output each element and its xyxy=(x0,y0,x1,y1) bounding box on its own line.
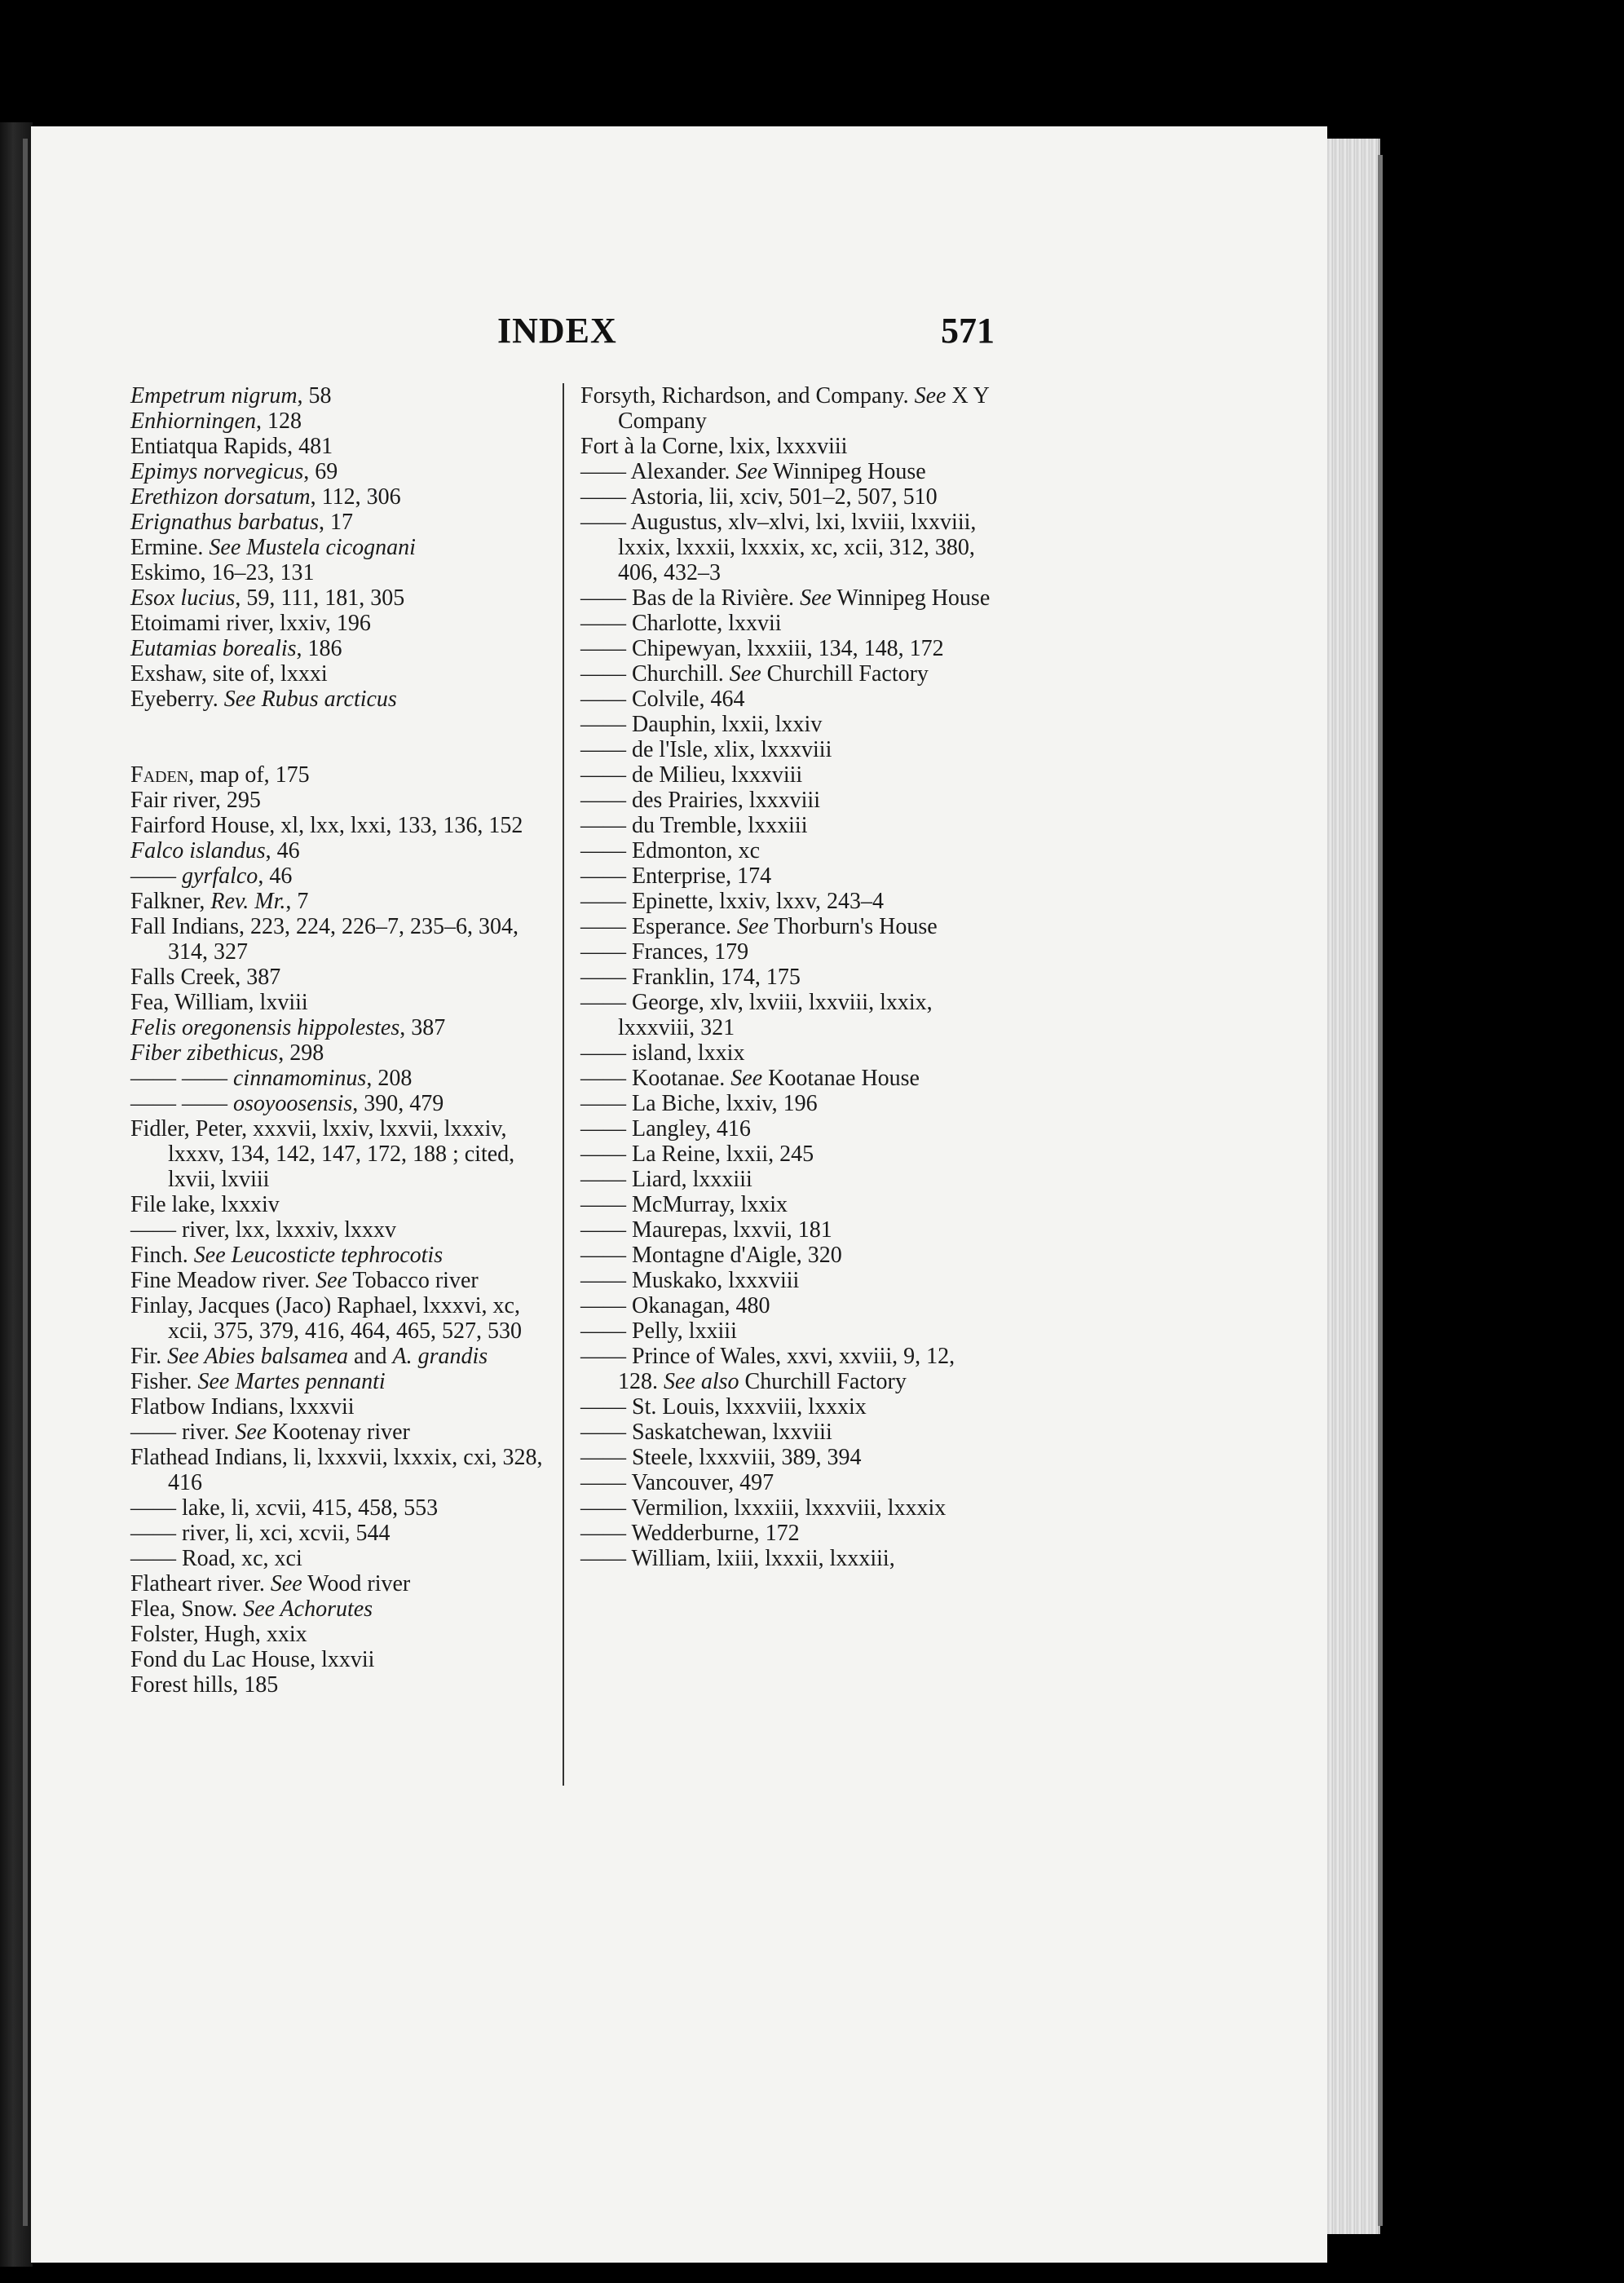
index-entry-text: See xyxy=(729,661,761,687)
index-entry-text: See xyxy=(914,383,947,408)
index-entry xyxy=(130,1369,554,1394)
index-entry-text: —— Road, xc, xci xyxy=(130,1546,302,1571)
index-entry xyxy=(130,408,554,434)
index-entry xyxy=(580,712,996,737)
index-entry-text: Fair river, 295 xyxy=(130,788,261,813)
index-entry xyxy=(580,889,996,914)
index-entry-text: See xyxy=(735,459,768,484)
index-entry-text: —— de l'Isle, xlix, lxxxviii xyxy=(580,737,832,762)
index-entry-text: and xyxy=(348,1344,393,1369)
index-entry-text: —— du Tremble, lxxxiii xyxy=(580,813,808,838)
index-entry xyxy=(580,1318,996,1344)
index-entry-text: Fairford House, xl, lxx, lxxi, 133, 136, 152 xyxy=(130,813,523,838)
index-entry-text: —— Liard, lxxxiii xyxy=(580,1167,752,1192)
index-entry xyxy=(130,484,554,510)
index-entry xyxy=(130,1394,554,1420)
index-entry xyxy=(130,1015,554,1040)
index-entry-text: —— Kootanae. xyxy=(580,1066,731,1091)
index-entry xyxy=(130,1596,554,1622)
index-entry xyxy=(580,813,996,838)
index-entry-text: —— Alexander. xyxy=(580,459,736,484)
index-entry xyxy=(130,1571,554,1596)
index-entry-text: , 387 xyxy=(399,1015,446,1040)
index-entry xyxy=(130,1420,554,1445)
index-entry-text: , 186 xyxy=(296,636,342,661)
index-entry-text: See xyxy=(800,585,832,611)
index-entry-text: —— Augustus, xlv–xlvi, lxi, lxviii, lxxviii, lxxix, lxxxii, lxxxix, xc, xcii, 312, 380, 406, 432–3 xyxy=(580,510,977,585)
index-entry xyxy=(580,788,996,813)
book-spine xyxy=(23,139,28,2226)
index-entry-text: See also xyxy=(664,1369,739,1394)
index-entry-text: Flatheart river. xyxy=(130,1571,271,1596)
index-entry-text: —— George, xlv, lxviii, lxxviii, lxxix, lxxxviii, 321 xyxy=(580,990,933,1040)
index-entry xyxy=(130,661,554,687)
index-entry-text: Wood river xyxy=(302,1571,411,1596)
index-entry-text: See xyxy=(270,1571,302,1596)
index-entry-text: Etoimami river, lxxiv, 196 xyxy=(130,611,371,636)
index-entry-text: , 46 xyxy=(265,838,300,863)
index-entry-text: cinnamominus xyxy=(233,1066,367,1091)
index-entry-text: Empetrum nigrum xyxy=(130,383,298,408)
index-entry xyxy=(580,1142,996,1167)
index-entry xyxy=(130,1116,554,1192)
index-entry-text: —— island, lxxix xyxy=(580,1040,745,1066)
index-entry xyxy=(130,863,554,889)
index-entry-text: Finch. xyxy=(130,1243,194,1268)
index-entry-text: Fisher. xyxy=(130,1369,198,1394)
index-entry-text: See Leucosticte tephrocotis xyxy=(193,1243,444,1268)
page-edge-shadow xyxy=(1378,155,1383,2226)
index-entry-text: , 128 xyxy=(256,408,302,434)
index-entry-text: gyrfalco xyxy=(182,863,258,889)
index-entry-text: Finlay, Jacques (Jaco) Raphael, lxxxvi, xc, xcii, 375, 379, 416, 464, 465, 527, 530 xyxy=(130,1293,522,1344)
index-entry-text: Fiber zibethicus xyxy=(130,1040,279,1066)
index-entry-text: , 46 xyxy=(258,863,293,889)
index-entry-text: File lake, lxxxiv xyxy=(130,1192,280,1217)
index-entry xyxy=(130,1293,554,1344)
index-entry xyxy=(580,636,996,661)
index-entry-text: —— La Biche, lxxiv, 196 xyxy=(580,1091,818,1116)
index-entry xyxy=(130,1521,554,1546)
index-entry xyxy=(580,1091,996,1116)
index-entry-text: —— Frances, 179 xyxy=(580,939,749,965)
index-entry-text: Fidler, Peter, xxxvii, lxxiv, lxxvii, lxxxiv, lxxxv, 134, 142, 147, 172, 188 ; cited, lxvii, lxviii xyxy=(130,1116,515,1192)
index-entry-text: Winnipeg House xyxy=(767,459,926,484)
index-entry xyxy=(580,1445,996,1470)
index-entry xyxy=(130,914,554,965)
index-entry xyxy=(580,661,996,687)
index-entry-text: Exshaw, site of, lxxxi xyxy=(130,661,328,687)
index-entry-text: Fine Meadow river. xyxy=(130,1268,316,1293)
index-entry-text: Flathead Indians, li, lxxxvii, lxxxix, cxi, 328, 416 xyxy=(130,1445,543,1495)
index-entry xyxy=(580,459,996,484)
index-entry-text: Folster, Hugh, xxix xyxy=(130,1622,307,1647)
index-entry xyxy=(130,1344,554,1369)
index-entry-text: Fond du Lac House, lxxvii xyxy=(130,1647,375,1672)
index-entry-text: —— Epinette, lxxiv, lxxv, 243–4 xyxy=(580,889,884,914)
index-entry xyxy=(580,383,996,434)
index-entry-text: —— Dauphin, lxxii, lxxiv xyxy=(580,712,823,737)
index-entry-text: —— Chipewyan, lxxxiii, 134, 148, 172 xyxy=(580,636,944,661)
index-entry-text: See xyxy=(730,1066,763,1091)
index-entry-text: See xyxy=(235,1420,267,1445)
index-entry-text: Thorburn's House xyxy=(768,914,938,939)
index-entry-text: Entiatqua Rapids, 481 xyxy=(130,434,333,459)
index-entry xyxy=(130,838,554,863)
index-entry xyxy=(580,914,996,939)
index-entry xyxy=(130,762,554,788)
index-entry xyxy=(130,383,554,408)
index-entry-text: Eskimo, 16–23, 131 xyxy=(130,560,315,585)
index-entry-text: Flatbow Indians, lxxxvii xyxy=(130,1394,355,1420)
index-entry xyxy=(130,1217,554,1243)
index-entry xyxy=(580,1394,996,1420)
index-entry xyxy=(130,636,554,661)
index-entry xyxy=(130,611,554,636)
index-entry-text: Falkner, xyxy=(130,889,211,914)
index-entry xyxy=(580,863,996,889)
index-entry-text: Forest hills, 185 xyxy=(130,1672,279,1698)
index-entry xyxy=(580,484,996,510)
index-entry xyxy=(130,1040,554,1066)
index-entry xyxy=(130,788,554,813)
index-entry xyxy=(130,965,554,990)
index-entry-text: Falls Creek, 387 xyxy=(130,965,281,990)
index-entry-text: —— Esperance. xyxy=(580,914,738,939)
index-entry xyxy=(580,1470,996,1495)
index-entry-text: —— St. Louis, lxxxviii, lxxxix xyxy=(580,1394,867,1420)
page-title: INDEX xyxy=(497,311,617,351)
index-entry xyxy=(130,813,554,838)
index-entry-text: Erethizon dorsatum xyxy=(130,484,311,510)
index-entry-text: —— Okanagan, 480 xyxy=(580,1293,770,1318)
index-entry-text: Kootanae House xyxy=(762,1066,920,1091)
index-entry-text: —— Vermilion, lxxxiii, lxxxviii, lxxxix xyxy=(580,1495,947,1521)
index-entry xyxy=(580,838,996,863)
index-entry xyxy=(580,611,996,636)
index-entry-text: —— Wedderburne, 172 xyxy=(580,1521,800,1546)
index-entry xyxy=(130,1268,554,1293)
index-entry-text: —— des Prairies, lxxxviii xyxy=(580,788,820,813)
index-entry-text: See Rubus arcticus xyxy=(223,687,397,712)
index-entry-text: osoyoosensis xyxy=(233,1091,353,1116)
page-number: 571 xyxy=(941,311,995,351)
index-entry-text: , 17 xyxy=(319,510,354,535)
index-entry-text: Fall Indians, 223, 224, 226–7, 235–6, 304, 314, 327 xyxy=(130,914,519,965)
index-entry xyxy=(130,1647,554,1672)
index-entry xyxy=(580,990,996,1040)
index-entry-text: Felis oregonensis hippolestes xyxy=(130,1015,400,1040)
index-entry-text: Faden xyxy=(130,762,189,788)
index-entry-text: Falco islandus xyxy=(130,838,266,863)
index-entry-text: See Achorutes xyxy=(243,1596,373,1622)
index-entry-text: —— xyxy=(130,863,182,889)
index-entry xyxy=(130,1243,554,1268)
index-entry-text: —— —— xyxy=(130,1066,233,1091)
index-entry-text: Tobacco river xyxy=(346,1268,479,1293)
index-entry-text: —— Franklin, 174, 175 xyxy=(580,965,801,990)
index-entry-text: —— lake, li, xcvii, 415, 458, 553 xyxy=(130,1495,439,1521)
index-entry-text: See Martes pennanti xyxy=(197,1369,386,1394)
index-entry xyxy=(580,1116,996,1142)
index-entry xyxy=(130,434,554,459)
index-entry xyxy=(580,762,996,788)
index-entry-text: , 58 xyxy=(297,383,332,408)
index-entry-text: —— Prince of Wales, xxvi, xxviii, 9, 12, 128. xyxy=(580,1344,955,1394)
index-entry-text: —— Bas de la Rivière. xyxy=(580,585,801,611)
section-gap xyxy=(130,712,554,762)
index-entry-text: —— Charlotte, lxxvii xyxy=(580,611,782,636)
index-entry-text: Eyeberry. xyxy=(130,687,224,712)
index-entry-text: Rev. Mr. xyxy=(210,889,286,914)
index-entry xyxy=(580,1268,996,1293)
index-entry xyxy=(130,1495,554,1521)
index-entry xyxy=(580,1344,996,1394)
index-entry-text: —— Muskako, lxxxviii xyxy=(580,1268,800,1293)
index-entry xyxy=(580,434,996,459)
index-entry-text: —— Steele, lxxxviii, 389, 394 xyxy=(580,1445,862,1470)
index-entry-text: A. grandis xyxy=(392,1344,488,1369)
index-entry-text: —— river, lxx, lxxxiv, lxxxv xyxy=(130,1217,397,1243)
index-column-right xyxy=(580,383,996,1571)
index-entry-text: —— Enterprise, 174 xyxy=(580,863,772,889)
index-entry xyxy=(130,1066,554,1091)
index-entry-text: Eutamias borealis xyxy=(130,636,297,661)
index-entry-text: —— river. xyxy=(130,1420,236,1445)
index-entry xyxy=(580,939,996,965)
index-entry-text: —— —— xyxy=(130,1091,233,1116)
index-entry-text: X Y Company xyxy=(618,383,989,434)
index-entry-text: —— Montagne d'Aigle, 320 xyxy=(580,1243,842,1268)
index-entry-text: —— Pelly, lxxiii xyxy=(580,1318,737,1344)
index-entry xyxy=(580,1040,996,1066)
index-entry-text: —— de Milieu, lxxxviii xyxy=(580,762,803,788)
index-entry-text: , 390, 479 xyxy=(352,1091,444,1116)
index-entry-text: Forsyth, Richardson, and Company. xyxy=(580,383,915,408)
index-entry xyxy=(130,990,554,1015)
index-entry xyxy=(130,459,554,484)
index-entry xyxy=(130,560,554,585)
index-entry-text: , 59, 111, 181, 305 xyxy=(235,585,405,611)
index-entry-text: Kootenay river xyxy=(267,1420,410,1445)
index-entry-text: Winnipeg House xyxy=(831,585,991,611)
index-entry xyxy=(130,535,554,560)
index-entry xyxy=(130,1546,554,1571)
index-entry-text: —— Churchill. xyxy=(580,661,730,687)
index-entry-text: Erignathus barbatus xyxy=(130,510,320,535)
index-entry xyxy=(130,1672,554,1698)
index-entry xyxy=(130,510,554,535)
index-entry xyxy=(580,1495,996,1521)
index-entry xyxy=(580,1420,996,1445)
index-entry-text: , 298 xyxy=(278,1040,324,1066)
index-entry-text: —— Langley, 416 xyxy=(580,1116,751,1142)
index-entry-text: , 112, 306 xyxy=(310,484,401,510)
index-entry xyxy=(130,1091,554,1116)
index-entry-text: —— McMurray, lxxix xyxy=(580,1192,788,1217)
index-entry xyxy=(130,1192,554,1217)
index-entry-text: Epimys norvegicus xyxy=(130,459,304,484)
index-entry-text: —— Colvile, 464 xyxy=(580,687,745,712)
index-entry xyxy=(580,585,996,611)
index-column-left xyxy=(130,383,554,1698)
index-entry xyxy=(580,1546,996,1571)
index-entry xyxy=(580,1066,996,1091)
index-entry-text: —— river, li, xci, xcvii, 544 xyxy=(130,1521,391,1546)
index-entry xyxy=(580,1521,996,1546)
scan-left-edge xyxy=(0,122,33,2267)
index-entry-text: See xyxy=(316,1268,347,1293)
index-entry-text: Flea, Snow. xyxy=(130,1596,244,1622)
index-entry-text: , 69 xyxy=(303,459,338,484)
index-entry-text: —— Vancouver, 497 xyxy=(580,1470,774,1495)
index-entry-text: Fea, William, lxviii xyxy=(130,990,308,1015)
index-entry xyxy=(580,1167,996,1192)
index-entry-text: Churchill Factory xyxy=(761,661,929,687)
index-entry-text: —— Astoria, lii, xciv, 501–2, 507, 510 xyxy=(580,484,938,510)
index-entry-text: —— Maurepas, lxxvii, 181 xyxy=(580,1217,832,1243)
index-entry-text: See Mustela cicognani xyxy=(209,535,416,560)
index-entry xyxy=(580,1192,996,1217)
index-entry xyxy=(130,585,554,611)
index-entry-text: Enhiorningen xyxy=(130,408,256,434)
index-entry xyxy=(580,965,996,990)
index-entry xyxy=(580,510,996,585)
index-entry-text: , 208 xyxy=(366,1066,413,1091)
index-entry xyxy=(130,1622,554,1647)
index-entry-text: —— La Reine, lxxii, 245 xyxy=(580,1142,814,1167)
index-entry-text: —— Saskatchewan, lxxviii xyxy=(580,1420,832,1445)
index-entry-text: See xyxy=(737,914,769,939)
index-entry xyxy=(130,1445,554,1495)
index-entry xyxy=(130,889,554,914)
index-entry xyxy=(580,737,996,762)
column-divider xyxy=(563,383,564,1786)
index-entry xyxy=(580,1217,996,1243)
index-entry-text: Esox lucius xyxy=(130,585,236,611)
index-entry xyxy=(580,687,996,712)
index-entry xyxy=(580,1293,996,1318)
index-entry-text: —— William, lxiii, lxxxii, lxxxiii, xyxy=(580,1546,895,1571)
index-entry-text: Fort à la Corne, lxix, lxxxviii xyxy=(580,434,848,459)
index-entry xyxy=(130,687,554,712)
index-entry-text: Ermine. xyxy=(130,535,210,560)
index-entry-text: Fir. xyxy=(130,1344,168,1369)
index-entry-text: , map of, 175 xyxy=(188,762,310,788)
index-entry xyxy=(580,1243,996,1268)
index-entry-text: , 7 xyxy=(285,889,309,914)
index-entry-text: See Abies balsamea xyxy=(167,1344,349,1369)
index-entry-text: —— Edmonton, xc xyxy=(580,838,761,863)
index-entry-text: Churchill Factory xyxy=(739,1369,907,1394)
page-header xyxy=(139,310,995,367)
